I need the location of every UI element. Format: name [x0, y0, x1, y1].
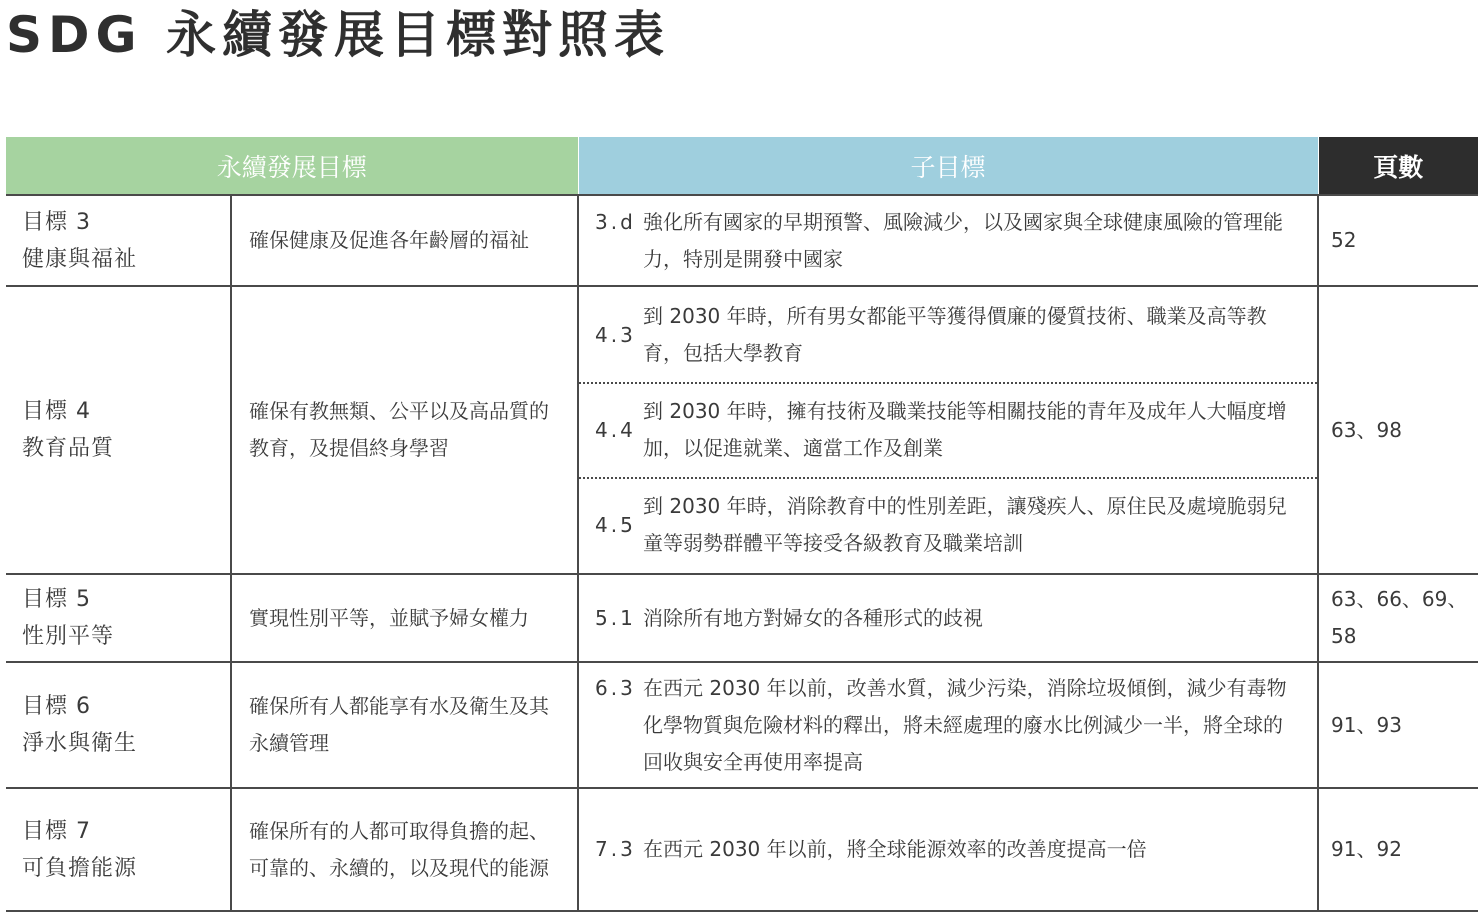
goal-name: 淨水與衛生 [22, 731, 138, 756]
header-sub-goal: 子目標 [578, 137, 1318, 195]
table-row [6, 195, 1478, 286]
sub-goal-text: 在西元 2030 年以前，將全球能源效率的改善度提高一倍 [643, 837, 1147, 861]
sub-goal-number: 4.5 [595, 512, 636, 537]
table-row [6, 662, 1478, 788]
goal-cell [6, 286, 231, 574]
sub-goal [579, 831, 1317, 868]
sub-goal-cell [578, 195, 1318, 286]
goal-cell [6, 788, 231, 911]
goal-name: 健康與福祉 [22, 246, 138, 272]
goal-name: 性別平等 [22, 624, 115, 649]
sub-goal [579, 477, 1317, 572]
goal-description: 確保所有人都能享有水及衛生及其永續管理 [231, 662, 578, 788]
page-numbers: 63、66、69、58 [1318, 574, 1478, 662]
goal-description: 確保健康及促進各年齡層的福祉 [231, 195, 578, 286]
table-row [6, 286, 1478, 574]
sub-goal [579, 382, 1317, 477]
sub-goal-cell [578, 574, 1318, 662]
sub-goal-number: 5.1 [595, 605, 636, 630]
goal-number: 目標 5 [22, 587, 91, 612]
goal-name: 教育品質 [22, 436, 115, 461]
sub-goal-text: 到 2030 年時，擁有技術及職業技能等相關技能的青年及成年人大幅度增加，以促進就業、適當工作及創業 [643, 399, 1287, 460]
sub-goal-number: 6.3 [595, 675, 636, 700]
goal-number: 目標 6 [22, 694, 91, 719]
table-row [6, 574, 1478, 662]
sub-goal [579, 670, 1317, 781]
sub-goal-cell [578, 286, 1318, 574]
goal-cell [6, 574, 231, 662]
header-pages: 頁數 [1318, 137, 1478, 195]
sub-goal-number: 7.3 [595, 837, 636, 861]
header-goal: 永續發展目標 [6, 137, 578, 195]
table-header-row [6, 137, 1478, 195]
sub-goal-number: 3.d [595, 209, 636, 234]
goal-number: 目標 7 [22, 818, 91, 844]
page-title: SDG 永續發展目標對照表 [6, 6, 670, 64]
sub-goal-text: 在西元 2030 年以前，改善水質，減少污染，消除垃圾傾倒，減少有毒物化學物質與危險材料的釋出，將未經處理的廢水比例減少一半，將全球的回收與安全再使用率提高 [643, 675, 1287, 774]
page-numbers: 91、92 [1318, 788, 1478, 911]
sub-goal-text: 到 2030 年時，消除教育中的性別差距，讓殘疾人、原住民及處境脆弱兒童等弱勢群體平等接受各級教育及職業培訓 [643, 494, 1287, 555]
goal-description: 實現性別平等，並賦予婦女權力 [231, 574, 578, 662]
goal-number: 目標 3 [22, 209, 91, 235]
page-numbers: 52 [1318, 195, 1478, 286]
goal-cell [6, 662, 231, 788]
goal-name: 可負擔能源 [22, 855, 138, 881]
sub-goal-text: 強化所有國家的早期預警、風險減少，以及國家與全球健康風險的管理能力，特別是開發中國家 [643, 209, 1284, 271]
table-row [6, 788, 1478, 911]
page-numbers: 91、93 [1318, 662, 1478, 788]
sub-goal-text: 消除所有地方對婦女的各種形式的歧視 [643, 605, 984, 630]
goal-number: 目標 4 [22, 399, 91, 424]
sdg-table [6, 137, 1478, 912]
sub-goal [579, 600, 1317, 637]
sub-goal-text: 到 2030 年時，所有男女都能平等獲得價廉的優質技術、職業及高等教育，包括大學教育 [643, 304, 1267, 365]
goal-description: 確保有教無類、公平以及高品質的教育，及提倡終身學習 [231, 286, 578, 574]
goal-description: 確保所有的人都可取得負擔的起、可靠的、永續的，以及現代的能源 [231, 788, 578, 911]
sub-goal-number: 4.3 [595, 322, 636, 347]
sub-goal [579, 289, 1317, 382]
sub-goal [579, 204, 1317, 278]
sub-goal-cell [578, 662, 1318, 788]
sub-goal-cell [578, 788, 1318, 911]
sub-goal-number: 4.4 [595, 417, 636, 442]
goal-cell [6, 195, 231, 286]
page-numbers: 63、98 [1318, 286, 1478, 574]
